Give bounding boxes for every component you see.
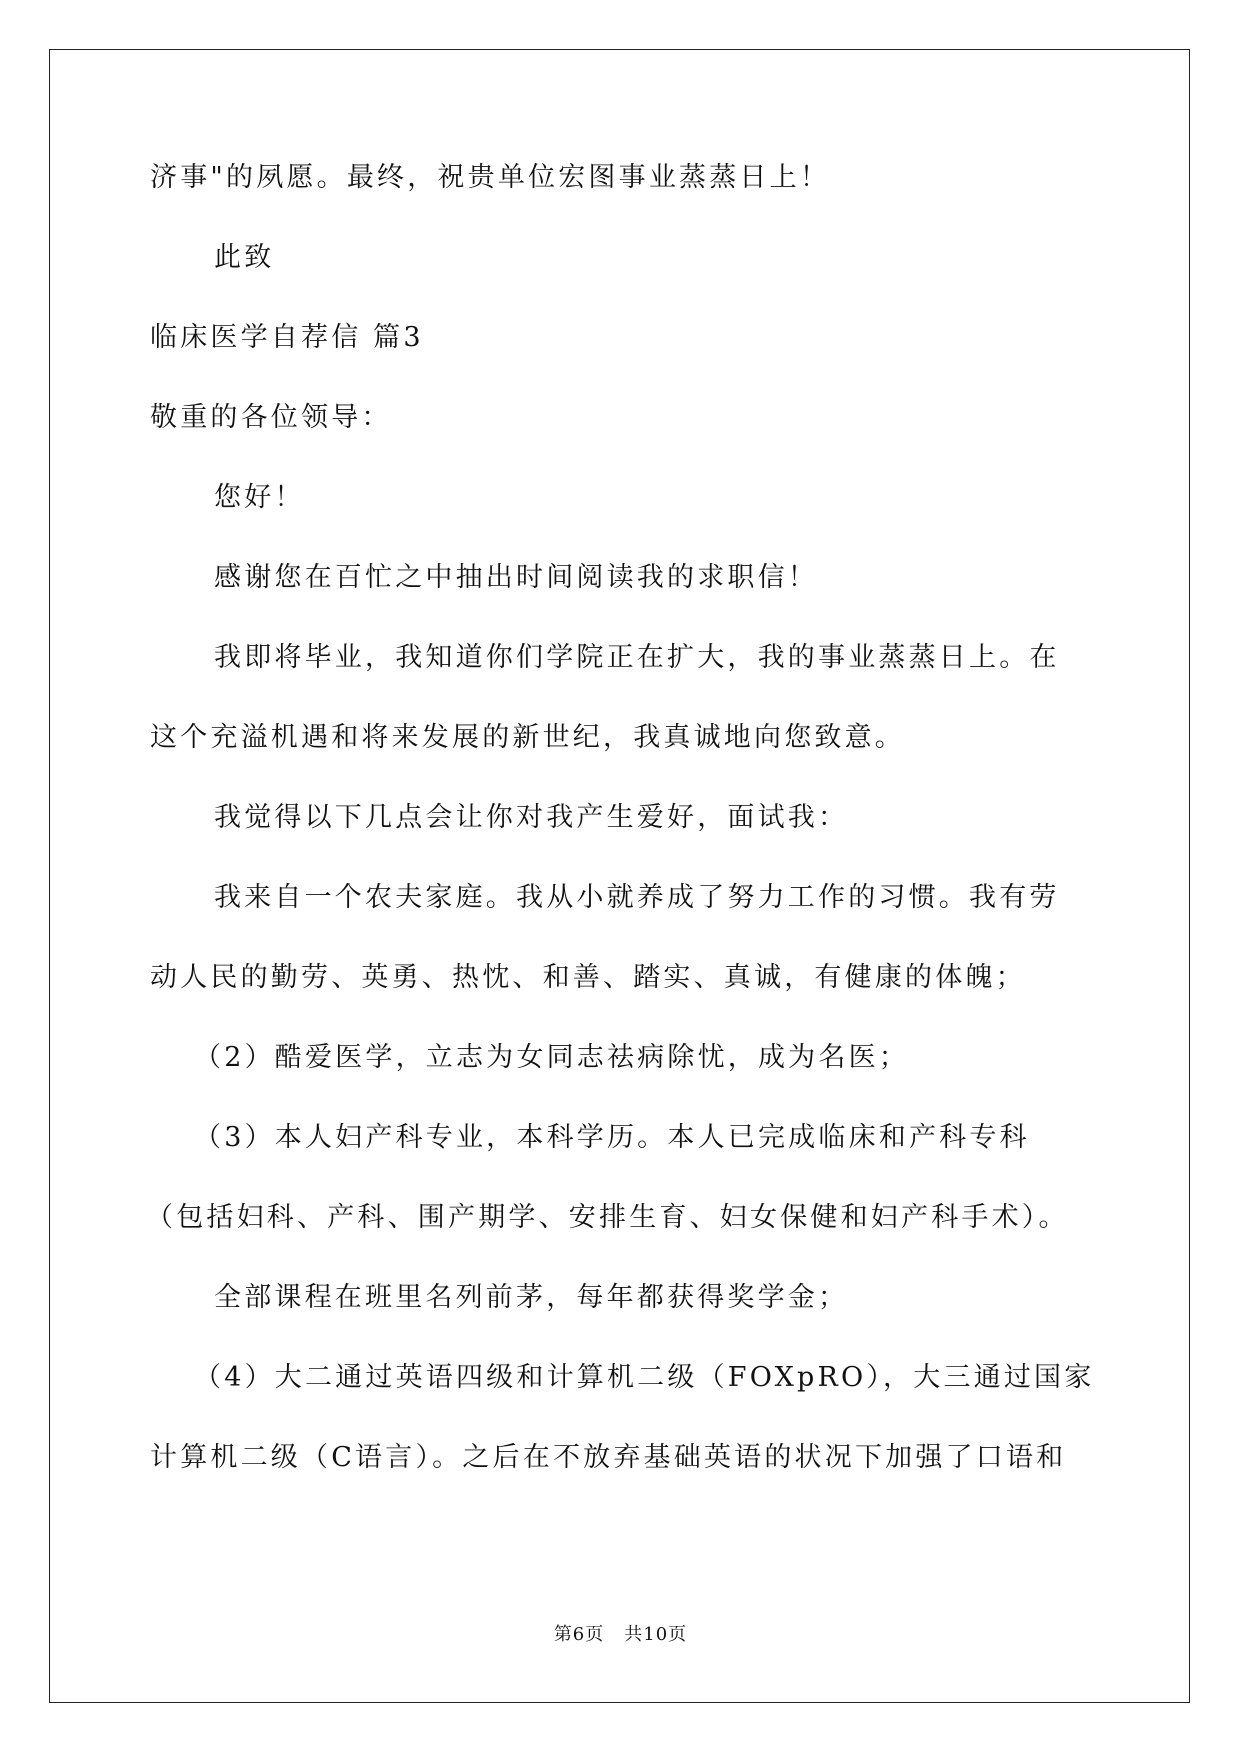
closing-salutation: 此致: [214, 242, 275, 273]
document-body: [146, 160, 1095, 1520]
text-line: 我即将毕业，我知道你们学院正在扩大，我的事业蒸蒸日上。在: [214, 642, 1060, 673]
text-line: 济事"的夙愿。最终，祝贵单位宏图事业蒸蒸日上！: [150, 162, 831, 193]
list-item: （4）大二通过英语四级和计算机二级（FOXpRO），大三通过国家: [194, 1362, 1095, 1393]
greeting-addressee: 敬重的各位领导：: [150, 402, 392, 433]
list-item: （3）本人妇产科专业，本科学历。本人已完成临床和产科专科: [194, 1122, 1030, 1153]
greeting: 您好！: [214, 482, 305, 513]
text-line: （包括妇科、产科、围产期学、安排生育、妇女保健和妇产科手术）。: [146, 1202, 1069, 1233]
text-line: 计算机二级（C语言）。之后在不放弃基础英语的状况下加强了口语和: [150, 1442, 1067, 1473]
page-number: 第6页: [553, 1624, 605, 1645]
text-line: 这个充溢机遇和将来发展的新世纪，我真诚地向您致意。: [150, 722, 905, 753]
text-line: 我来自一个农夫家庭。我从小就养成了努力工作的习惯。我有劳: [214, 882, 1060, 913]
text-line: 我觉得以下几点会让你对我产生爱好，面试我：: [214, 802, 849, 833]
text-line: 全部课程在班里名列前茅，每年都获得奖学金；: [214, 1282, 849, 1313]
text-line: 动人民的勤劳、英勇、热忱、和善、踏实、真诚，有健康的体魄；: [150, 962, 1026, 993]
text-line: 感谢您在百忙之中抽出时间阅读我的求职信！: [214, 562, 818, 593]
page-total: 共10页: [624, 1624, 688, 1645]
list-item: （2）酷爱医学，立志为女同志祛病除忧，成为名医；: [194, 1042, 909, 1073]
section-heading: 临床医学自荐信 篇3: [150, 322, 424, 353]
page-footer: [0, 1620, 1241, 1646]
